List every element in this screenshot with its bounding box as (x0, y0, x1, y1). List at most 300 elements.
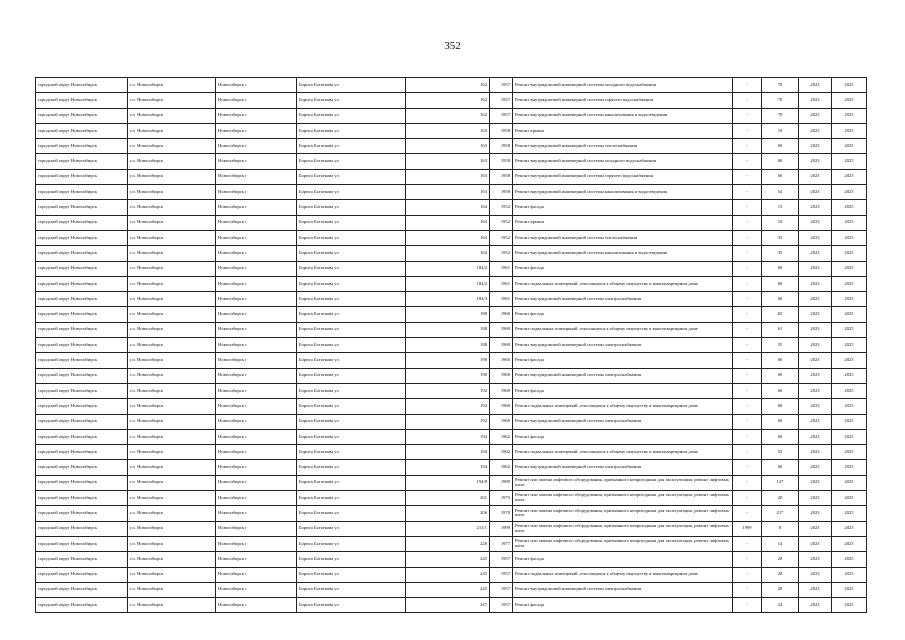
lift-year-cell: - (733, 123, 762, 138)
end-year-cell: 2025 (832, 521, 867, 536)
street-cell: Бориса Богаткова ул (297, 383, 406, 398)
work-type-cell: Ремонт фасада (513, 429, 733, 444)
year-cell: 1975 (490, 491, 513, 506)
end-year-cell: 2025 (832, 399, 867, 414)
table-row (36, 169, 867, 184)
start-year-cell: 2023 (799, 506, 832, 521)
house-cell: 245 (406, 567, 490, 582)
work-type-cell: Ремонт внутридомовой инженерной системы электроснабжения (513, 582, 733, 597)
table-row (36, 368, 867, 383)
city-cell: Новосибирск г (216, 261, 297, 276)
district-cell: г.о. Новосибирск (128, 475, 216, 490)
year-cell: 1952 (490, 230, 513, 245)
street-cell: Бориса Богаткова ул (297, 307, 406, 322)
municipality-cell: городской округ Новосибирск (36, 200, 128, 215)
end-year-cell: 2025 (832, 169, 867, 184)
table-row (36, 414, 867, 429)
street-cell: Бориса Богаткова ул (297, 429, 406, 444)
start-year-cell: 2023 (799, 399, 832, 414)
district-cell: г.о. Новосибирск (128, 536, 216, 551)
lift-year-cell: - (733, 215, 762, 230)
street-cell: Бориса Богаткова ул (297, 445, 406, 460)
municipality-cell: городской округ Новосибирск (36, 506, 128, 521)
municipality-cell: городской округ Новосибирск (36, 230, 128, 245)
value-cell: 28 (762, 567, 799, 582)
house-cell: 190 (406, 353, 490, 368)
table-row (36, 506, 867, 521)
work-type-cell: Ремонт или замена лифтового оборудования, признанного непригодным для эксплуатации, ремонт лифтовых шахт (513, 491, 733, 506)
start-year-cell: 2023 (799, 322, 832, 337)
city-cell: Новосибирск г (216, 230, 297, 245)
street-cell: Бориса Богаткова ул (297, 78, 406, 93)
street-cell: Бориса Богаткова ул (297, 230, 406, 245)
year-cell: 1999 (490, 521, 513, 536)
district-cell: г.о. Новосибирск (128, 429, 216, 444)
district-cell: г.о. Новосибирск (128, 521, 216, 536)
start-year-cell: 2023 (799, 261, 832, 276)
year-cell: 1978 (490, 506, 513, 521)
value-cell: 60 (762, 414, 799, 429)
work-type-cell: Ремонт фасада (513, 200, 733, 215)
table-body (36, 78, 867, 613)
street-cell: Бориса Богаткова ул (297, 338, 406, 353)
district-cell: г.о. Новосибирск (128, 200, 216, 215)
start-year-cell: 2023 (799, 230, 832, 245)
start-year-cell: 2023 (799, 445, 832, 460)
district-cell: г.о. Новосибирск (128, 78, 216, 93)
city-cell: Новосибирск г (216, 169, 297, 184)
table-row (36, 383, 867, 398)
lift-year-cell: - (733, 261, 762, 276)
lift-year-cell: - (733, 353, 762, 368)
year-cell: 1962 (490, 429, 513, 444)
house-cell: 245 (406, 552, 490, 567)
table-row (36, 598, 867, 613)
lift-year-cell: - (733, 414, 762, 429)
street-cell: Бориса Богаткова ул (297, 368, 406, 383)
lift-year-cell: - (733, 552, 762, 567)
district-cell: г.о. Новосибирск (128, 261, 216, 276)
district-cell: г.о. Новосибирск (128, 123, 216, 138)
year-cell: 1962 (490, 460, 513, 475)
work-type-cell: Ремонт внутридомовой инженерной системы холодного водоснабжения (513, 78, 733, 93)
start-year-cell: 2023 (799, 598, 832, 613)
end-year-cell: 2025 (832, 506, 867, 521)
house-cell: 164 (406, 215, 490, 230)
year-cell: 1961 (490, 261, 513, 276)
value-cell: 35 (762, 230, 799, 245)
municipality-cell: городской округ Новосибирск (36, 169, 128, 184)
value-cell: 24 (762, 598, 799, 613)
district-cell: г.о. Новосибирск (128, 338, 216, 353)
city-cell: Новосибирск г (216, 123, 297, 138)
table-row (36, 582, 867, 597)
start-year-cell: 2023 (799, 491, 832, 506)
lift-year-cell: - (733, 582, 762, 597)
street-cell: Бориса Богаткова ул (297, 154, 406, 169)
page-number: 352 (444, 40, 461, 52)
start-year-cell: 2023 (799, 460, 832, 475)
start-year-cell: 2023 (799, 139, 832, 154)
work-type-cell: Ремонт подвальных помещений, относящихся к общему имуществу в многоквартирном доме (513, 399, 733, 414)
lift-year-cell: - (733, 383, 762, 398)
value-cell: 60 (762, 429, 799, 444)
work-type-cell: Ремонт внутридомовой инженерной системы горячего водоснабжения (513, 93, 733, 108)
value-cell: 61 (762, 322, 799, 337)
house-cell: 188 (406, 322, 490, 337)
street-cell: Бориса Богаткова ул (297, 353, 406, 368)
city-cell: Новосибирск г (216, 383, 297, 398)
street-cell: Бориса Богаткова ул (297, 139, 406, 154)
lift-year-cell: - (733, 169, 762, 184)
table-row (36, 567, 867, 582)
city-cell: Новосибирск г (216, 154, 297, 169)
value-cell: 65 (762, 307, 799, 322)
year-cell: 1957 (490, 567, 513, 582)
value-cell: 60 (762, 353, 799, 368)
value-cell: 70 (762, 108, 799, 123)
year-cell: 1957 (490, 108, 513, 123)
value-cell: 60 (762, 139, 799, 154)
end-year-cell: 2025 (832, 383, 867, 398)
lift-year-cell: - (733, 536, 762, 551)
value-cell: 60 (762, 399, 799, 414)
work-type-cell: Ремонт или замена лифтового оборудования, признанного непригодным для эксплуатации, ремонт лифтовых шахт (513, 506, 733, 521)
work-type-cell: Ремонт или замена лифтового оборудования, признанного непригодным для эксплуатации, ремонт лифтовых шахт (513, 521, 733, 536)
city-cell: Новосибирск г (216, 185, 297, 200)
city-cell: Новосибирск г (216, 215, 297, 230)
value-cell: 54 (762, 185, 799, 200)
start-year-cell: 2023 (799, 200, 832, 215)
district-cell: г.о. Новосибирск (128, 445, 216, 460)
table-row (36, 322, 867, 337)
value-cell: 60 (762, 383, 799, 398)
lift-year-cell: - (733, 139, 762, 154)
lift-year-cell: - (733, 475, 762, 490)
street-cell: Бориса Богаткова ул (297, 185, 406, 200)
table-row (36, 307, 867, 322)
municipality-cell: городской округ Новосибирск (36, 399, 128, 414)
value-cell: 14 (762, 536, 799, 551)
lift-year-cell: - (733, 292, 762, 307)
lift-year-cell: - (733, 399, 762, 414)
house-cell: 247 (406, 598, 490, 613)
house-cell: 192 (406, 383, 490, 398)
city-cell: Новосибирск г (216, 108, 297, 123)
district-cell: г.о. Новосибирск (128, 169, 216, 184)
city-cell: Новосибирск г (216, 322, 297, 337)
house-cell: 245 (406, 582, 490, 597)
work-type-cell: Ремонт внутридомовой инженерной системы электроснабжения (513, 460, 733, 475)
city-cell: Новосибирск г (216, 552, 297, 567)
district-cell: г.о. Новосибирск (128, 567, 216, 582)
table-row (36, 276, 867, 291)
district-cell: г.о. Новосибирск (128, 185, 216, 200)
house-cell: 163 (406, 185, 490, 200)
municipality-cell: городской округ Новосибирск (36, 154, 128, 169)
start-year-cell: 2023 (799, 414, 832, 429)
city-cell: Новосибирск г (216, 414, 297, 429)
district-cell: г.о. Новосибирск (128, 154, 216, 169)
start-year-cell: 2023 (799, 78, 832, 93)
start-year-cell: 2023 (799, 307, 832, 322)
end-year-cell: 2025 (832, 276, 867, 291)
table-row (36, 536, 867, 551)
end-year-cell: 2025 (832, 139, 867, 154)
value-cell: 8 (762, 521, 799, 536)
end-year-cell: 2025 (832, 78, 867, 93)
district-cell: г.о. Новосибирск (128, 414, 216, 429)
house-cell: 163 (406, 169, 490, 184)
municipality-cell: городской округ Новосибирск (36, 78, 128, 93)
lift-year-cell: - (733, 108, 762, 123)
year-cell: 1960 (490, 414, 513, 429)
work-type-cell: Ремонт подвальных помещений, относящихся к общему имуществу в многоквартирном доме (513, 276, 733, 291)
municipality-cell: городской округ Новосибирск (36, 598, 128, 613)
table-row (36, 445, 867, 460)
start-year-cell: 2023 (799, 185, 832, 200)
capital-repair-table (35, 77, 867, 613)
end-year-cell: 2025 (832, 475, 867, 490)
work-type-cell: Ремонт внутридомовой инженерной системы электроснабжения (513, 368, 733, 383)
start-year-cell: 2023 (799, 429, 832, 444)
table-row (36, 353, 867, 368)
house-cell: 164 (406, 246, 490, 261)
year-cell: 1960 (490, 338, 513, 353)
house-cell: 184/3 (406, 292, 490, 307)
municipality-cell: городской округ Новосибирск (36, 292, 128, 307)
municipality-cell: городской округ Новосибирск (36, 246, 128, 261)
start-year-cell: 2023 (799, 123, 832, 138)
table-row (36, 475, 867, 490)
lift-year-cell: - (733, 246, 762, 261)
house-cell: 162 (406, 93, 490, 108)
start-year-cell: 2023 (799, 368, 832, 383)
table-row (36, 185, 867, 200)
value-cell: 28 (762, 552, 799, 567)
work-type-cell: Ремонт фасада (513, 383, 733, 398)
year-cell: 1977 (490, 536, 513, 551)
year-cell: 1957 (490, 552, 513, 567)
end-year-cell: 2025 (832, 108, 867, 123)
end-year-cell: 2025 (832, 200, 867, 215)
house-cell: 184/3 (406, 261, 490, 276)
table-row (36, 246, 867, 261)
district-cell: г.о. Новосибирск (128, 506, 216, 521)
work-type-cell: Ремонт или замена лифтового оборудования, признанного непригодным для эксплуатации, ремонт лифтовых шахт (513, 536, 733, 551)
year-cell: 1958 (490, 139, 513, 154)
end-year-cell: 2025 (832, 414, 867, 429)
start-year-cell: 2023 (799, 582, 832, 597)
table-row (36, 93, 867, 108)
work-type-cell: Ремонт внутридомовой инженерной системы горячего водоснабжения (513, 169, 733, 184)
lift-year-cell: - (733, 307, 762, 322)
municipality-cell: городской округ Новосибирск (36, 475, 128, 490)
year-cell: 1960 (490, 399, 513, 414)
street-cell: Бориса Богаткова ул (297, 93, 406, 108)
municipality-cell: городской округ Новосибирск (36, 261, 128, 276)
end-year-cell: 2025 (832, 215, 867, 230)
city-cell: Новосибирск г (216, 139, 297, 154)
start-year-cell: 2023 (799, 169, 832, 184)
lift-year-cell: - (733, 322, 762, 337)
year-cell: 1958 (490, 169, 513, 184)
table-row (36, 429, 867, 444)
district-cell: г.о. Новосибирск (128, 139, 216, 154)
table-row (36, 139, 867, 154)
end-year-cell: 2025 (832, 292, 867, 307)
start-year-cell: 2023 (799, 383, 832, 398)
city-cell: Новосибирск г (216, 567, 297, 582)
lift-year-cell: - (733, 368, 762, 383)
city-cell: Новосибирск г (216, 399, 297, 414)
end-year-cell: 2025 (832, 322, 867, 337)
start-year-cell: 2023 (799, 475, 832, 490)
city-cell: Новосибирск г (216, 338, 297, 353)
street-cell: Бориса Богаткова ул (297, 582, 406, 597)
house-cell: 192 (406, 399, 490, 414)
district-cell: г.о. Новосибирск (128, 307, 216, 322)
district-cell: г.о. Новосибирск (128, 322, 216, 337)
value-cell: 60 (762, 169, 799, 184)
street-cell: Бориса Богаткова ул (297, 567, 406, 582)
district-cell: г.о. Новосибирск (128, 353, 216, 368)
year-cell: 1952 (490, 215, 513, 230)
street-cell: Бориса Богаткова ул (297, 276, 406, 291)
start-year-cell: 2023 (799, 353, 832, 368)
end-year-cell: 2025 (832, 460, 867, 475)
house-cell: 163 (406, 154, 490, 169)
city-cell: Новосибирск г (216, 78, 297, 93)
value-cell: 60 (762, 292, 799, 307)
house-cell: 194 (406, 460, 490, 475)
municipality-cell: городской округ Новосибирск (36, 414, 128, 429)
start-year-cell: 2023 (799, 215, 832, 230)
value-cell: 15 (762, 200, 799, 215)
start-year-cell: 2023 (799, 93, 832, 108)
municipality-cell: городской округ Новосибирск (36, 185, 128, 200)
city-cell: Новосибирск г (216, 521, 297, 536)
lift-year-cell: - (733, 200, 762, 215)
work-type-cell: Ремонт крыши (513, 123, 733, 138)
work-type-cell: Ремонт фасада (513, 598, 733, 613)
city-cell: Новосибирск г (216, 475, 297, 490)
street-cell: Бориса Богаткова ул (297, 552, 406, 567)
lift-year-cell: - (733, 78, 762, 93)
municipality-cell: городской округ Новосибирск (36, 307, 128, 322)
house-cell: 188 (406, 338, 490, 353)
work-type-cell: Ремонт внутридомовой инженерной системы канализования и водоотведения (513, 185, 733, 200)
district-cell: г.о. Новосибирск (128, 598, 216, 613)
city-cell: Новосибирск г (216, 536, 297, 551)
lift-year-cell: - (733, 445, 762, 460)
house-cell: 194 (406, 445, 490, 460)
district-cell: г.о. Новосибирск (128, 215, 216, 230)
year-cell: 1962 (490, 445, 513, 460)
work-type-cell: Ремонт крыши (513, 215, 733, 230)
work-type-cell: Ремонт внутридомовой инженерной системы электроснабжения (513, 338, 733, 353)
city-cell: Новосибирск г (216, 506, 297, 521)
value-cell: 21* (762, 506, 799, 521)
work-type-cell: Ремонт внутридомовой инженерной системы электроснабжения (513, 414, 733, 429)
year-cell: 1957 (490, 598, 513, 613)
work-type-cell: Ремонт фасада (513, 307, 733, 322)
end-year-cell: 2025 (832, 582, 867, 597)
municipality-cell: городской округ Новосибирск (36, 536, 128, 551)
house-cell: 163 (406, 123, 490, 138)
house-cell: 194/8 (406, 475, 490, 490)
table-row (36, 215, 867, 230)
end-year-cell: 2025 (832, 445, 867, 460)
end-year-cell: 2025 (832, 598, 867, 613)
year-cell: 1957 (490, 78, 513, 93)
value-cell: 53 (762, 445, 799, 460)
lift-year-cell: 1999 (733, 521, 762, 536)
table-row (36, 123, 867, 138)
end-year-cell: 2025 (832, 93, 867, 108)
start-year-cell: 2023 (799, 154, 832, 169)
house-cell: 206 (406, 506, 490, 521)
municipality-cell: городской округ Новосибирск (36, 368, 128, 383)
value-cell: 70 (762, 78, 799, 93)
table-row (36, 261, 867, 276)
house-cell: 194 (406, 429, 490, 444)
value-cell: 35 (762, 246, 799, 261)
street-cell: Бориса Богаткова ул (297, 246, 406, 261)
table-row (36, 200, 867, 215)
year-cell: 1960 (490, 353, 513, 368)
municipality-cell: городской округ Новосибирск (36, 215, 128, 230)
work-type-cell: Ремонт фасада (513, 353, 733, 368)
work-type-cell: Ремонт внутридомовой инженерной системы канализования и водоотведения (513, 108, 733, 123)
year-cell: 1958 (490, 123, 513, 138)
work-type-cell: Ремонт внутридомовой инженерной системы холодного водоснабжения (513, 154, 733, 169)
municipality-cell: городской округ Новосибирск (36, 322, 128, 337)
lift-year-cell: - (733, 491, 762, 506)
street-cell: Бориса Богаткова ул (297, 261, 406, 276)
municipality-cell: городской округ Новосибирск (36, 383, 128, 398)
city-cell: Новосибирск г (216, 368, 297, 383)
house-cell: 213/1 (406, 521, 490, 536)
district-cell: г.о. Новосибирск (128, 383, 216, 398)
city-cell: Новосибирск г (216, 200, 297, 215)
city-cell: Новосибирск г (216, 460, 297, 475)
table-row (36, 552, 867, 567)
house-cell: 228 (406, 536, 490, 551)
table-row (36, 78, 867, 93)
work-type-cell: Ремонт подвальных помещений, относящихся к общему имуществу в многоквартирном доме (513, 445, 733, 460)
street-cell: Бориса Богаткова ул (297, 460, 406, 475)
start-year-cell: 2023 (799, 338, 832, 353)
start-year-cell: 2023 (799, 108, 832, 123)
value-cell: 60 (762, 154, 799, 169)
end-year-cell: 2025 (832, 230, 867, 245)
district-cell: г.о. Новосибирск (128, 552, 216, 567)
lift-year-cell: - (733, 230, 762, 245)
value-cell: 10 (762, 215, 799, 230)
street-cell: Бориса Богаткова ул (297, 521, 406, 536)
municipality-cell: городской округ Новосибирск (36, 429, 128, 444)
municipality-cell: городской округ Новосибирск (36, 567, 128, 582)
work-type-cell: Ремонт фасада (513, 552, 733, 567)
lift-year-cell: - (733, 460, 762, 475)
work-type-cell: Ремонт фасада (513, 261, 733, 276)
end-year-cell: 2025 (832, 429, 867, 444)
work-type-cell: Ремонт внутридомовой инженерной системы канализования и водоотведения (513, 246, 733, 261)
district-cell: г.о. Новосибирск (128, 460, 216, 475)
start-year-cell: 2023 (799, 552, 832, 567)
year-cell: 1960 (490, 307, 513, 322)
